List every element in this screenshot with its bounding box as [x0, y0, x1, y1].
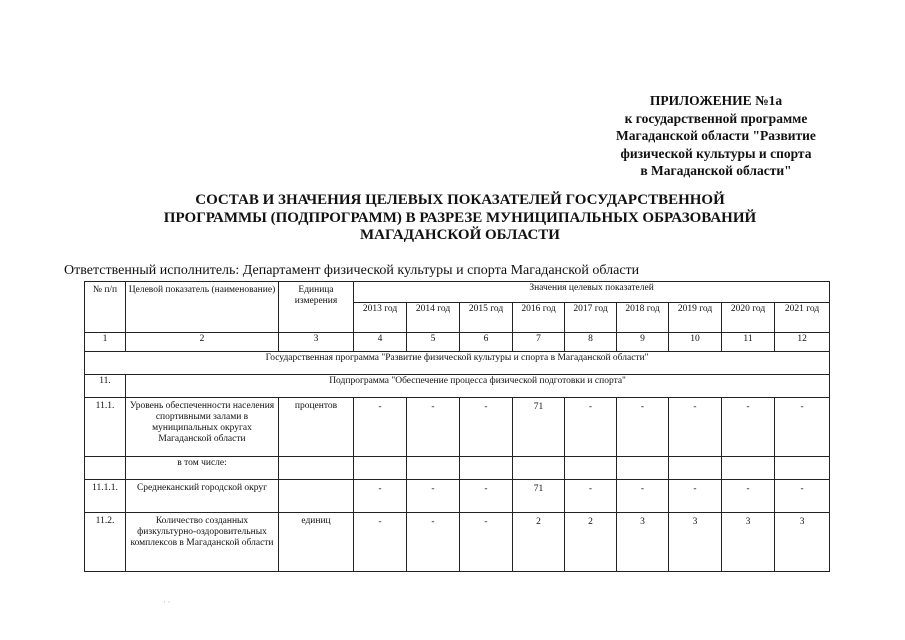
appendix-block — [585, 92, 847, 180]
row-indicator: в том числе: — [126, 457, 279, 480]
row-value — [513, 457, 565, 480]
program-row — [85, 352, 830, 375]
header-unit: Единица измерения — [279, 282, 354, 333]
row-value: 2 — [565, 513, 617, 572]
column-number: 11 — [722, 333, 775, 352]
appendix-line: к государственной программе — [624, 110, 808, 126]
row-value: 2 — [513, 513, 565, 572]
row-value: - — [617, 398, 669, 457]
column-number: 1 — [85, 333, 126, 352]
row-unit: единиц — [279, 513, 354, 572]
appendix-line: Магаданской области "Развитие — [616, 128, 816, 143]
row-value: - — [407, 398, 460, 457]
appendix-line: в Магаданской области" — [640, 163, 792, 178]
row-value: - — [407, 513, 460, 572]
row-value: 3 — [669, 513, 722, 572]
row-unit — [279, 480, 354, 513]
row-indicator: Среднеканский городской округ — [126, 480, 279, 513]
subprogram-num: 11. — [85, 375, 126, 398]
table-row — [85, 480, 830, 513]
header-year: 2020 год — [722, 303, 775, 333]
row-value: - — [722, 398, 775, 457]
header-values-group: Значения целевых показателей — [354, 282, 830, 303]
row-unit — [279, 457, 354, 480]
row-num: 11.1. — [85, 398, 126, 457]
scan-speck: · · — [163, 598, 171, 607]
responsible-executor: Ответственный исполнитель: Департамент физической культуры и спорта Магаданской области — [64, 263, 640, 278]
row-value: - — [669, 398, 722, 457]
table-row — [85, 513, 830, 572]
row-value: - — [669, 480, 722, 513]
row-value: - — [354, 398, 407, 457]
column-number: 5 — [407, 333, 460, 352]
indicators-table — [84, 281, 830, 572]
header-year: 2013 год — [354, 303, 407, 333]
header-year: 2017 год — [565, 303, 617, 333]
document-title — [150, 192, 770, 245]
row-value: - — [617, 480, 669, 513]
header-year: 2016 год — [513, 303, 565, 333]
row-indicator: Количество созданных физкультурно-оздоровительных комплексов в Магаданской области — [126, 513, 279, 572]
subprogram-title: Подпрограмма "Обеспечение процесса физической подготовки и спорта" — [126, 375, 830, 398]
row-value: - — [460, 480, 513, 513]
column-number: 9 — [617, 333, 669, 352]
row-value — [407, 457, 460, 480]
row-value: - — [354, 513, 407, 572]
subprogram-row — [85, 375, 830, 398]
row-value — [565, 457, 617, 480]
column-number: 12 — [775, 333, 830, 352]
row-indicator: Уровень обеспеченности населения спортивными залами в муниципальных округах Магаданской области — [126, 398, 279, 457]
header-num: № п/п — [85, 282, 126, 333]
row-value: 71 — [513, 398, 565, 457]
header-year: 2014 год — [407, 303, 460, 333]
column-number: 4 — [354, 333, 407, 352]
header-year: 2019 год — [669, 303, 722, 333]
program-title: Государственная программа "Развитие физической культуры и спорта в Магаданской области" — [85, 352, 830, 375]
row-value: 3 — [722, 513, 775, 572]
row-value: - — [722, 480, 775, 513]
row-value: - — [565, 398, 617, 457]
column-number: 3 — [279, 333, 354, 352]
appendix-title: ПРИЛОЖЕНИЕ №1а — [649, 93, 783, 108]
row-value: - — [460, 398, 513, 457]
row-value — [460, 457, 513, 480]
table-row — [85, 398, 830, 457]
row-value: - — [775, 480, 830, 513]
column-number: 7 — [513, 333, 565, 352]
title-line: СОСТАВ И ЗНАЧЕНИЯ ЦЕЛЕВЫХ ПОКАЗАТЕЛЕЙ ГОСУДАРСТВЕННОЙ — [195, 192, 725, 208]
row-value: - — [354, 480, 407, 513]
row-value: - — [565, 480, 617, 513]
header-year: 2021 год — [775, 303, 830, 333]
row-value: 71 — [513, 480, 565, 513]
column-number: 8 — [565, 333, 617, 352]
row-value: - — [775, 398, 830, 457]
appendix-line: физической культуры и спорта — [620, 145, 812, 161]
header-year: 2015 год — [460, 303, 513, 333]
row-value: - — [460, 513, 513, 572]
row-num: 11.2. — [85, 513, 126, 572]
row-value: - — [407, 480, 460, 513]
column-number: 2 — [126, 333, 279, 352]
table-row — [85, 457, 830, 480]
column-number: 6 — [460, 333, 513, 352]
header-indicator: Целевой показатель (наименование) — [126, 282, 279, 333]
title-line: ПРОГРАММЫ (ПОДПРОГРАММ) В РАЗРЕЗЕ МУНИЦИПАЛЬНЫХ ОБРАЗОВАНИЙ — [163, 209, 757, 226]
row-value: 3 — [617, 513, 669, 572]
header-year: 2018 год — [617, 303, 669, 333]
row-num — [85, 457, 126, 480]
title-line: МАГАДАНСКОЙ ОБЛАСТИ — [360, 227, 560, 243]
row-value — [775, 457, 830, 480]
row-value — [669, 457, 722, 480]
header-row — [85, 282, 830, 303]
column-number-row — [85, 333, 830, 352]
row-value: 3 — [775, 513, 830, 572]
row-num: 11.1.1. — [85, 480, 126, 513]
row-unit: процентов — [279, 398, 354, 457]
row-value — [722, 457, 775, 480]
column-number: 10 — [669, 333, 722, 352]
row-value — [354, 457, 407, 480]
row-value — [617, 457, 669, 480]
